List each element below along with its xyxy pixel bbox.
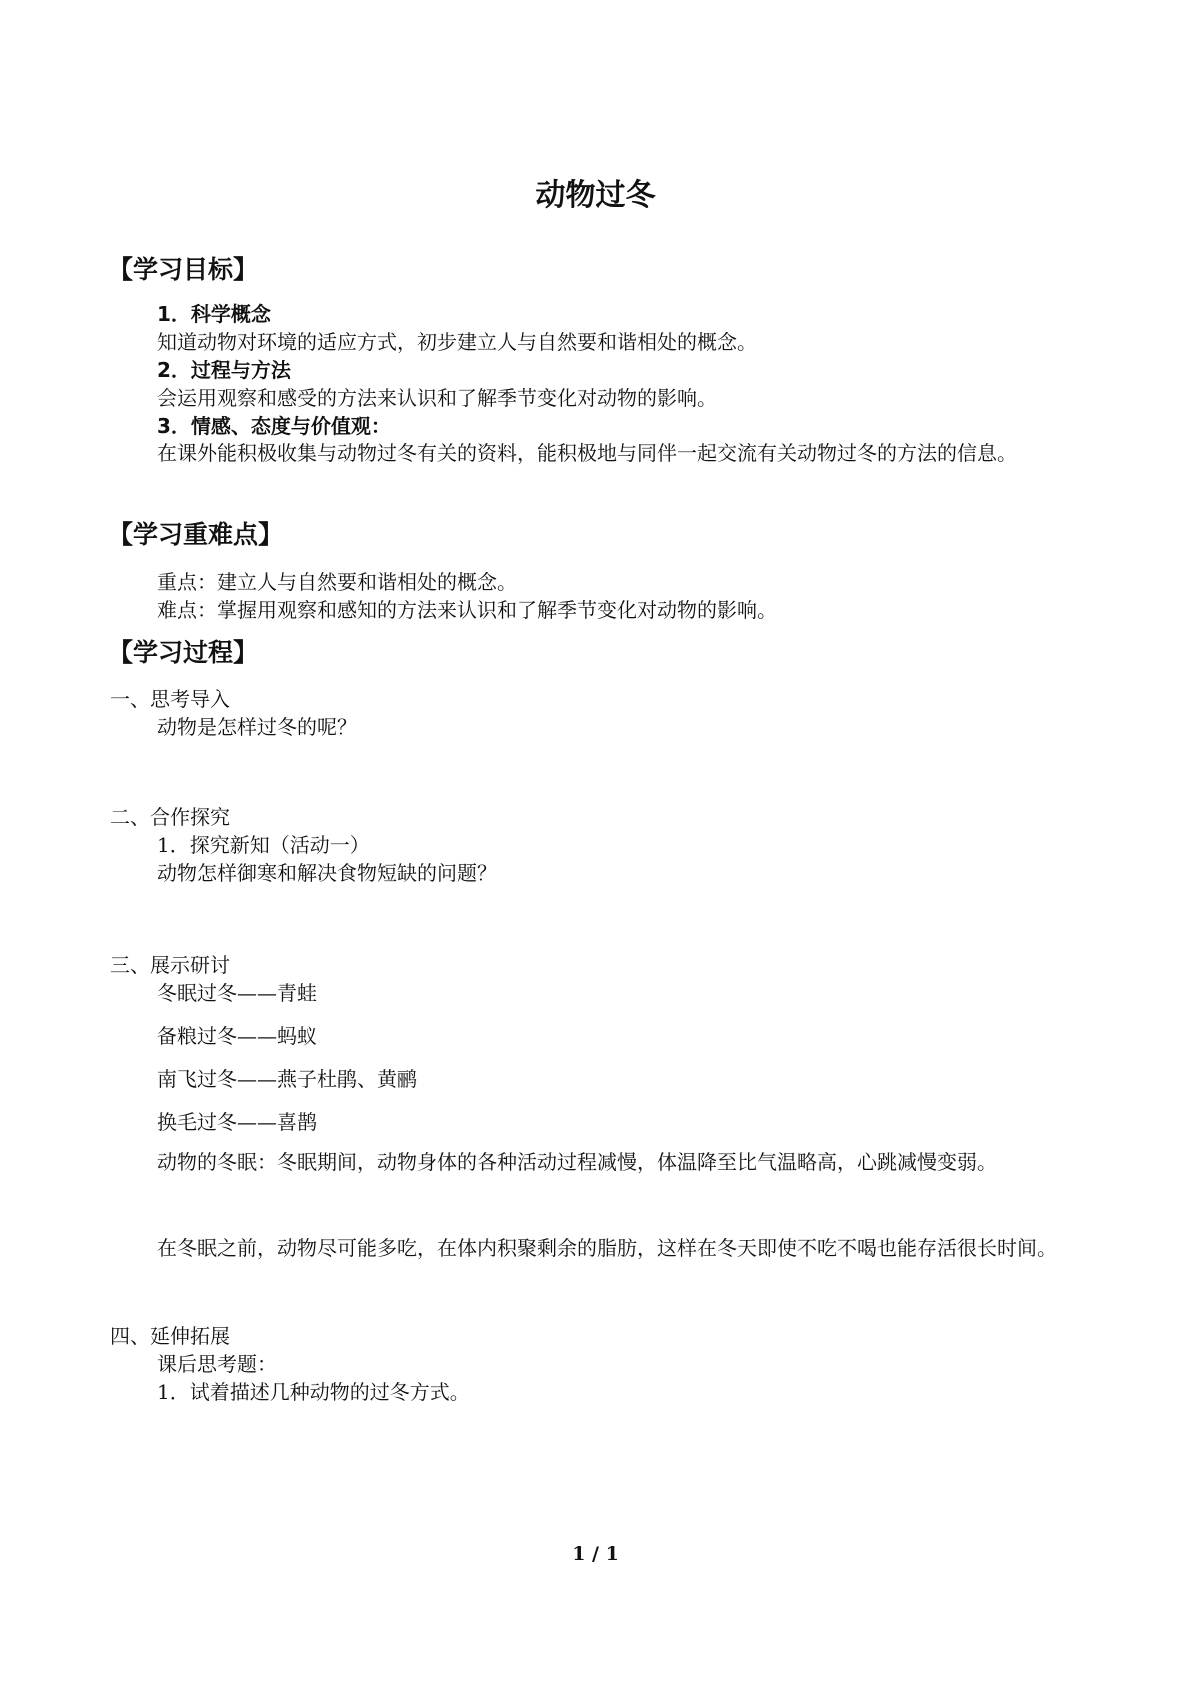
winter-way-3: 南飞过冬——燕子杜鹃、黄鹂 (157, 1067, 417, 1091)
winter-way-4: 换毛过冬——喜鹊 (157, 1110, 317, 1134)
part2-title: 二、合作探究 (110, 805, 230, 829)
winter-way-2: 备粮过冬——蚂蚁 (157, 1024, 317, 1048)
part4-sub: 课后思考题： (157, 1352, 277, 1376)
hibernation-paragraph-1: 动物的冬眠：冬眠期间，动物身体的各种活动过程减慢，体温降至比气温略高，心跳减慢变弱。 (157, 1150, 997, 1174)
document-title: 动物过冬 (535, 178, 656, 213)
part4-title: 四、延伸拓展 (110, 1324, 230, 1348)
part2-text: 动物怎样御寒和解决食物短缺的问题？ (157, 861, 497, 885)
part4-question-1: 1．试着描述几种动物的过冬方式。 (157, 1380, 470, 1404)
part1-title: 一、思考导入 (110, 687, 230, 711)
heading-objectives: 【学习目标】 (108, 255, 259, 284)
page-number: 1 / 1 (572, 1543, 619, 1565)
part2-sub: 1．探究新知（活动一） (157, 833, 370, 857)
objective-1-label: 1．科学概念 (157, 302, 271, 326)
winter-way-1: 冬眠过冬——青蛙 (157, 981, 317, 1005)
objective-1-text: 知道动物对环境的适应方式，初步建立人与自然要和谐相处的概念。 (157, 330, 757, 354)
key-point: 重点：建立人与自然要和谐相处的概念。 (157, 570, 517, 594)
part1-text: 动物是怎样过冬的呢？ (157, 715, 357, 739)
difficult-point: 难点：掌握用观察和感知的方法来认识和了解季节变化对动物的影响。 (157, 598, 777, 622)
objective-2-text: 会运用观察和感受的方法来认识和了解季节变化对动物的影响。 (157, 386, 717, 410)
objective-3-text: 在课外能积极收集与动物过冬有关的资料，能积极地与同伴一起交流有关动物过冬的方法的信息。 (157, 441, 1017, 465)
part3-title: 三、展示研讨 (110, 953, 230, 977)
heading-process: 【学习过程】 (108, 638, 259, 667)
objective-2-label: 2．过程与方法 (157, 358, 291, 382)
heading-keypoints: 【学习重难点】 (108, 520, 284, 549)
hibernation-paragraph-2: 在冬眠之前，动物尽可能多吃，在体内积聚剩余的脂肪，这样在冬天即使不吃不喝也能存活很长时间。 (157, 1236, 1057, 1260)
objective-3-label: 3．情感、态度与价值观： (157, 414, 391, 438)
